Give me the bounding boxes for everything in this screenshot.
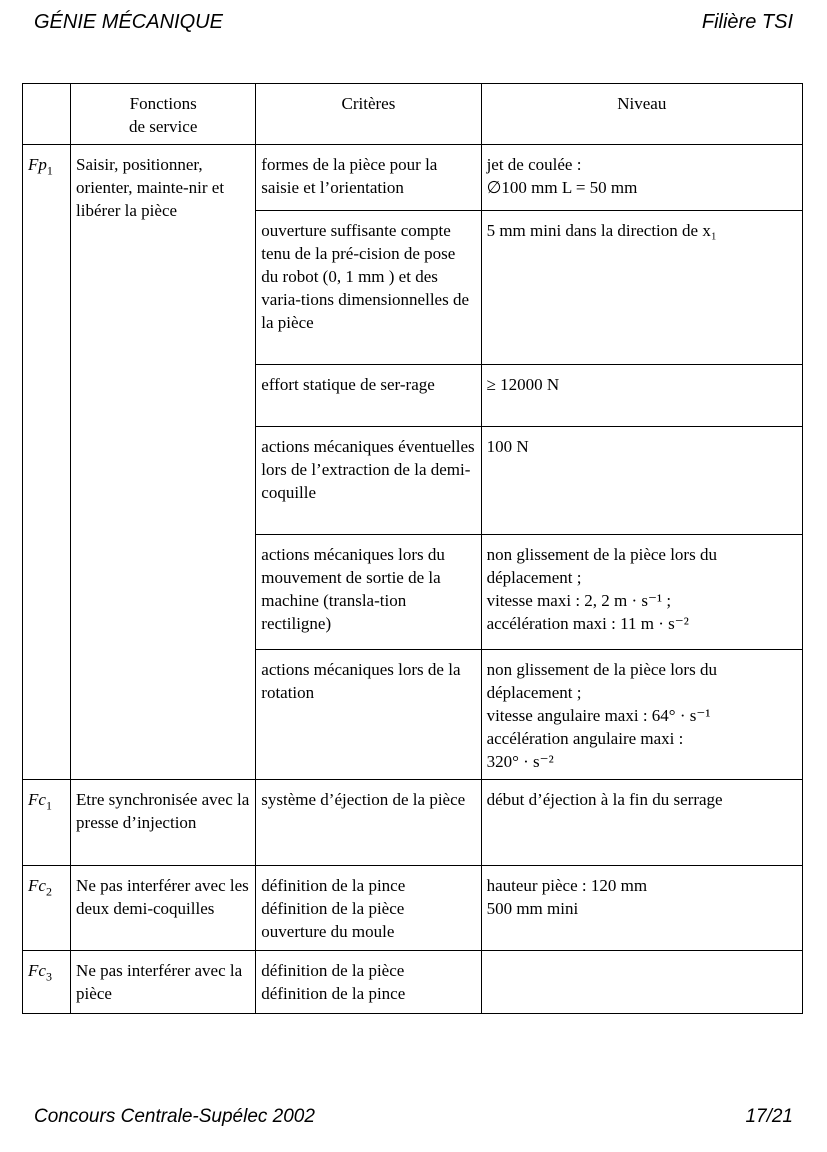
function-id-fc3 xyxy=(23,951,71,1014)
criteria-line: définition de la pince xyxy=(261,984,406,1003)
function-id-fc2 xyxy=(23,866,71,951)
level-line: jet de coulée : xyxy=(486,155,582,174)
level-cell xyxy=(481,535,802,650)
criteria-line: définition de la pièce xyxy=(261,899,405,918)
level-cell xyxy=(481,211,802,365)
level-cell: début d’éjection à la fin du serrage xyxy=(481,780,802,866)
criteria-cell: système d’éjection de la pièce xyxy=(256,780,481,866)
function-description-fc3: Ne pas interférer avec la pièce xyxy=(71,951,256,1014)
function-description-fp1: Saisir, positionner, orienter, mainte-nir et libérer la pièce xyxy=(71,145,256,780)
criteria-line: définition de la pièce xyxy=(261,961,405,980)
function-id-label: Fc xyxy=(28,790,46,809)
level-line: non glissement de la pièce lors du déplacement ; xyxy=(486,660,717,702)
function-specification-table xyxy=(22,83,803,1014)
header-track: Filière TSI xyxy=(701,11,793,33)
level-line: 5 mm mini dans la direction de x₁ xyxy=(486,221,717,240)
level-line: 500 mm mini xyxy=(486,899,579,918)
criteria-cell xyxy=(256,866,481,951)
level-line: ≥ 12000 N xyxy=(486,375,560,394)
level-cell xyxy=(481,365,802,427)
criteria-cell: effort statique de ser-rage xyxy=(256,365,481,427)
function-id-label: Fp xyxy=(28,155,47,174)
table-row xyxy=(23,866,803,951)
criteria-cell: actions mécaniques lors du mouvement de sortie de la machine (transla-tion rectiligne) xyxy=(256,535,481,650)
footer-exam-name: Concours Centrale-Supélec 2002 xyxy=(34,1106,315,1127)
level-line: ∅100 mm L = 50 mm xyxy=(486,178,638,197)
criteria-cell: ouverture suffisante compte tenu de la pré-cision de pose du robot (0, 1 mm ) et des varia-tions dimensionnelles de la pièce xyxy=(256,211,481,365)
level-line: non glissement de la pièce lors du déplacement ; xyxy=(486,545,717,587)
level-cell xyxy=(481,650,802,780)
function-id-subscript: 2 xyxy=(45,884,52,899)
function-description-fc2: Ne pas interférer avec les deux demi-coquilles xyxy=(71,866,256,951)
function-description-fc1: Etre synchronisée avec la presse d’injection xyxy=(71,780,256,866)
function-id-fc1 xyxy=(23,780,71,866)
level-cell xyxy=(481,427,802,535)
criteria-line: définition de la pince xyxy=(261,876,406,895)
header-id-cell xyxy=(23,84,71,145)
header-functions xyxy=(71,84,256,145)
level-line: vitesse angulaire maxi : 64° · s⁻¹ xyxy=(486,706,711,725)
level-line: hauteur pièce : 120 mm xyxy=(486,876,648,895)
criteria-cell: actions mécaniques éventuelles lors de l’extraction de la demi-coquille xyxy=(256,427,481,535)
level-line: 100 N xyxy=(486,437,529,456)
header-functions-line1: Fonctions xyxy=(129,94,197,113)
level-cell xyxy=(481,951,802,1014)
function-id-label: Fc xyxy=(28,876,46,895)
level-cell xyxy=(481,145,802,211)
criteria-cell: actions mécaniques lors de la rotation xyxy=(256,650,481,780)
function-id-subscript: 1 xyxy=(46,163,53,178)
criteria-line: ouverture du moule xyxy=(261,922,395,941)
header-subject: GÉNIE MÉCANIQUE xyxy=(34,11,223,33)
table-row xyxy=(23,145,803,211)
header-level: Niveau xyxy=(481,84,802,145)
level-line: 320° · s⁻² xyxy=(486,752,554,771)
table-header-row xyxy=(23,84,803,145)
criteria-cell: formes de la pièce pour la saisie et l’orientation xyxy=(256,145,481,211)
criteria-cell xyxy=(256,951,481,1014)
header-functions-line2: de service xyxy=(128,117,198,136)
function-id-label: Fc xyxy=(28,961,46,980)
level-line: accélération maxi : 11 m · s⁻² xyxy=(486,614,689,633)
function-id-subscript: 3 xyxy=(45,969,52,984)
table-row xyxy=(23,780,803,866)
table-row xyxy=(23,951,803,1014)
level-line: accélération angulaire maxi : xyxy=(486,729,684,748)
level-cell xyxy=(481,866,802,951)
level-line: vitesse maxi : 2, 2 m · s⁻¹ ; xyxy=(486,591,672,610)
footer-page-number: 17/21 xyxy=(745,1106,793,1127)
header-criteria: Critères xyxy=(256,84,481,145)
function-id-fp1 xyxy=(23,145,71,780)
function-id-subscript: 1 xyxy=(45,798,52,813)
